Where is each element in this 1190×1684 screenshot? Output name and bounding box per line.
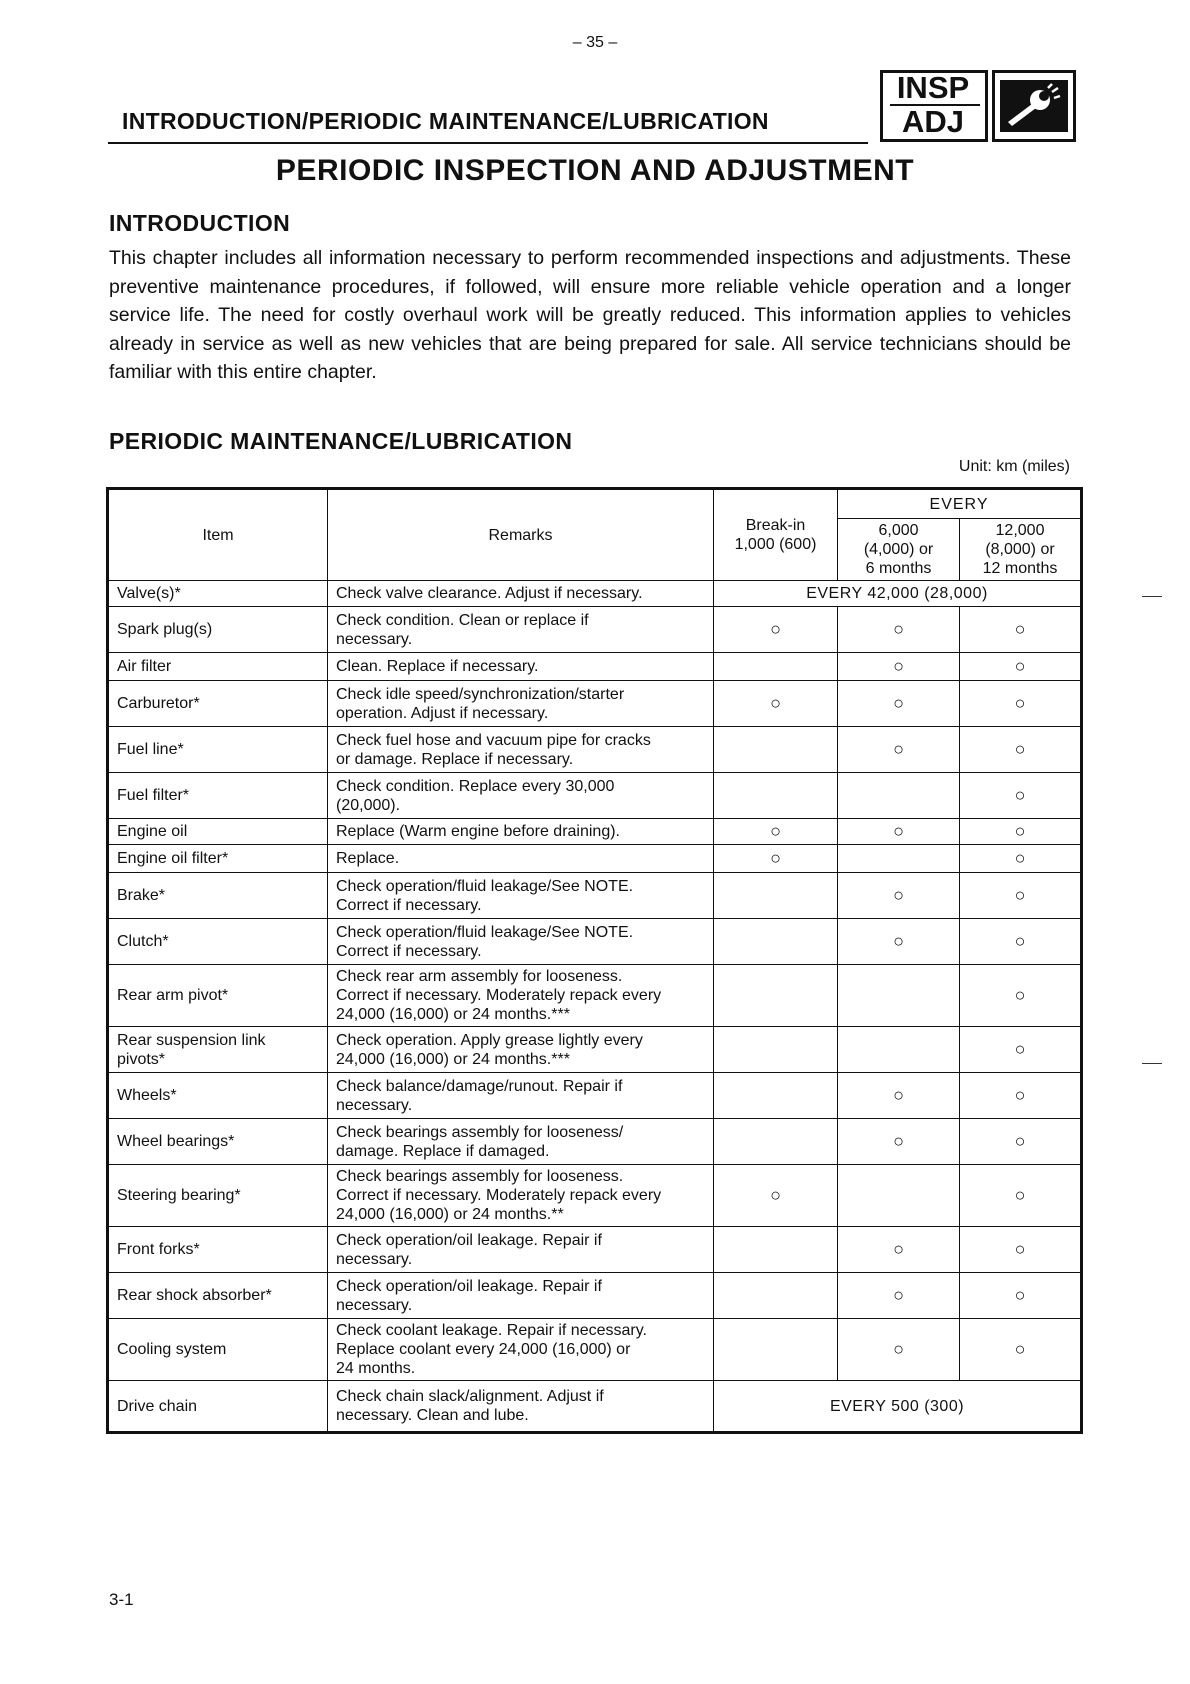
unit-note: Unit: km (miles) xyxy=(958,458,1070,475)
table-row xyxy=(108,581,1082,607)
interval-6000-cell: ○ xyxy=(838,1319,960,1381)
item-cell: Fuel filter* xyxy=(108,773,328,819)
wrench-icon xyxy=(998,78,1070,134)
item-cell: Rear shock absorber* xyxy=(108,1273,328,1319)
breakin-cell xyxy=(714,1319,838,1381)
interval-12000-cell: ○ xyxy=(960,607,1082,653)
interval-12000-cell: ○ xyxy=(960,773,1082,819)
interval-12000-cell: ○ xyxy=(960,1073,1082,1119)
breakin-cell: ○ xyxy=(714,1165,838,1227)
remarks-cell: Check chain slack/alignment. Adjust if necessary. Clean and lube. xyxy=(328,1381,714,1433)
maintenance-table xyxy=(106,487,1083,1434)
table-row xyxy=(108,1165,1082,1227)
item-cell: Clutch* xyxy=(108,919,328,965)
remarks-cell: Check operation/fluid leakage/See NOTE. Correct if necessary. xyxy=(328,873,714,919)
intro-heading: INTRODUCTION xyxy=(109,210,291,236)
header-interval-12000: 12,000 (8,000) or 12 months xyxy=(960,519,1082,581)
interval-6000-cell xyxy=(838,1165,960,1227)
interval-6000-cell: ○ xyxy=(838,653,960,681)
item-cell: Air filter xyxy=(108,653,328,681)
table-row xyxy=(108,1319,1082,1381)
table-row xyxy=(108,607,1082,653)
interval-6000-cell: ○ xyxy=(838,1073,960,1119)
remarks-cell: Check operation/fluid leakage/See NOTE. Correct if necessary. xyxy=(328,919,714,965)
item-cell: Spark plug(s) xyxy=(108,607,328,653)
item-cell: Rear suspension link pivots* xyxy=(108,1027,328,1073)
breakin-cell xyxy=(714,919,838,965)
interval-12000-cell: ○ xyxy=(960,1165,1082,1227)
breakin-cell xyxy=(714,653,838,681)
interval-6000-cell xyxy=(838,773,960,819)
table-row xyxy=(108,653,1082,681)
insp-badge-label: INSP xyxy=(896,70,970,105)
header-every: EVERY xyxy=(838,489,1082,519)
interval-12000-cell: ○ xyxy=(960,1273,1082,1319)
interval-span-cell: EVERY 42,000 (28,000) xyxy=(714,581,1082,607)
remarks-cell: Check operation. Apply grease lightly every 24,000 (16,000) or 24 months.*** xyxy=(328,1027,714,1073)
interval-6000-cell: ○ xyxy=(838,919,960,965)
interval-6000-cell: ○ xyxy=(838,1227,960,1273)
remarks-cell: Replace. xyxy=(328,845,714,873)
table-row xyxy=(108,819,1082,845)
interval-12000-cell: ○ xyxy=(960,727,1082,773)
table-row xyxy=(108,965,1082,1027)
remarks-cell: Check bearings assembly for looseness. Correct if necessary. Moderately repack every 24,000 (16,000) or 24 months.** xyxy=(328,1165,714,1227)
interval-12000-cell: ○ xyxy=(960,819,1082,845)
breakin-cell xyxy=(714,1027,838,1073)
interval-6000-cell: ○ xyxy=(838,1273,960,1319)
intro-paragraph: This chapter includes all information necessary to perform recommended inspections and adjustments. These preventive maintenance procedures, if followed, will ensure more reliable vehicle operation and a longer service life. The need for costly overhaul work will be greatly reduced. This information applies to vehicles already in service as well as new vehicles that are being prepared for sale. All service technicians should be familiar with this entire chapter. xyxy=(109,247,1071,384)
breakin-cell xyxy=(714,965,838,1027)
item-cell: Valve(s)* xyxy=(108,581,328,607)
header-remarks: Remarks xyxy=(328,489,714,581)
adj-badge-label: ADJ xyxy=(901,104,964,139)
table-row xyxy=(108,727,1082,773)
breakin-cell xyxy=(714,873,838,919)
interval-6000-cell: ○ xyxy=(838,681,960,727)
table-row xyxy=(108,1027,1082,1073)
item-cell: Engine oil filter* xyxy=(108,845,328,873)
remarks-cell: Check balance/damage/runout. Repair if necessary. xyxy=(328,1073,714,1119)
item-cell: Wheels* xyxy=(108,1073,328,1119)
remarks-cell: Check idle speed/synchronization/starter operation. Adjust if necessary. xyxy=(328,681,714,727)
breakin-cell xyxy=(714,1073,838,1119)
remarks-cell: Replace (Warm engine before draining). xyxy=(328,819,714,845)
breakin-cell xyxy=(714,1273,838,1319)
remarks-cell: Check bearings assembly for looseness/ damage. Replace if damaged. xyxy=(328,1119,714,1165)
interval-6000-cell: ○ xyxy=(838,873,960,919)
breakin-cell xyxy=(714,1227,838,1273)
header-interval-6000: 6,000 (4,000) or 6 months xyxy=(838,519,960,581)
interval-12000-cell: ○ xyxy=(960,1227,1082,1273)
breakin-cell xyxy=(714,727,838,773)
table-row xyxy=(108,1227,1082,1273)
header-rule xyxy=(108,142,868,144)
header-item: Item xyxy=(108,489,328,581)
interval-12000-cell: ○ xyxy=(960,1027,1082,1073)
item-cell: Brake* xyxy=(108,873,328,919)
remarks-cell: Check rear arm assembly for looseness. Correct if necessary. Moderately repack every 24,000 (16,000) or 24 months.*** xyxy=(328,965,714,1027)
page-number: – 35 – xyxy=(572,34,618,51)
breakin-cell: ○ xyxy=(714,819,838,845)
remarks-cell: Check valve clearance. Adjust if necessary. xyxy=(328,581,714,607)
breakin-cell: ○ xyxy=(714,681,838,727)
table-row xyxy=(108,919,1082,965)
section-header: INTRODUCTION/PERIODIC MAINTENANCE/LUBRICATION xyxy=(122,108,769,134)
remarks-cell: Clean. Replace if necessary. xyxy=(328,653,714,681)
interval-12000-cell: ○ xyxy=(960,1319,1082,1381)
remarks-cell: Check coolant leakage. Repair if necessary. Replace coolant every 24,000 (16,000) or 24 months. xyxy=(328,1319,714,1381)
table-row xyxy=(108,1381,1082,1433)
table-row xyxy=(108,1073,1082,1119)
interval-6000-cell xyxy=(838,1027,960,1073)
remarks-cell: Check fuel hose and vacuum pipe for cracks or damage. Replace if necessary. xyxy=(328,727,714,773)
interval-span-cell: EVERY 500 (300) xyxy=(714,1381,1082,1433)
interval-6000-cell: ○ xyxy=(838,819,960,845)
item-cell: Rear arm pivot* xyxy=(108,965,328,1027)
remarks-cell: Check operation/oil leakage. Repair if necessary. xyxy=(328,1227,714,1273)
header-breakin: Break-in 1,000 (600) xyxy=(714,489,838,581)
interval-12000-cell: ○ xyxy=(960,681,1082,727)
interval-6000-cell: ○ xyxy=(838,1119,960,1165)
table-row xyxy=(108,773,1082,819)
document-reference: 3-1 xyxy=(109,1590,134,1609)
interval-6000-cell xyxy=(838,965,960,1027)
maintenance-heading: PERIODIC MAINTENANCE/LUBRICATION xyxy=(109,428,573,454)
table-row xyxy=(108,681,1082,727)
item-cell: Fuel line* xyxy=(108,727,328,773)
item-cell: Carburetor* xyxy=(108,681,328,727)
item-cell: Drive chain xyxy=(108,1381,328,1433)
item-cell: Wheel bearings* xyxy=(108,1119,328,1165)
interval-12000-cell: ○ xyxy=(960,873,1082,919)
margin-tick xyxy=(1142,596,1162,597)
table-body xyxy=(108,581,1082,1433)
interval-12000-cell: ○ xyxy=(960,653,1082,681)
breakin-cell: ○ xyxy=(714,845,838,873)
page-title: PERIODIC INSPECTION AND ADJUSTMENT xyxy=(275,154,915,187)
interval-12000-cell: ○ xyxy=(960,919,1082,965)
tool-badge xyxy=(992,70,1076,142)
item-cell: Engine oil xyxy=(108,819,328,845)
remarks-cell: Check operation/oil leakage. Repair if necessary. xyxy=(328,1273,714,1319)
interval-12000-cell: ○ xyxy=(960,845,1082,873)
margin-tick xyxy=(1142,1063,1162,1064)
table-row xyxy=(108,873,1082,919)
interval-12000-cell: ○ xyxy=(960,1119,1082,1165)
breakin-cell xyxy=(714,1119,838,1165)
breakin-cell xyxy=(714,773,838,819)
breakin-cell: ○ xyxy=(714,607,838,653)
remarks-cell: Check condition. Clean or replace if necessary. xyxy=(328,607,714,653)
item-cell: Front forks* xyxy=(108,1227,328,1273)
interval-6000-cell: ○ xyxy=(838,727,960,773)
interval-6000-cell: ○ xyxy=(838,607,960,653)
table-row xyxy=(108,1273,1082,1319)
table-row xyxy=(108,1119,1082,1165)
interval-12000-cell: ○ xyxy=(960,965,1082,1027)
table-row xyxy=(108,845,1082,873)
remarks-cell: Check condition. Replace every 30,000 (20,000). xyxy=(328,773,714,819)
interval-6000-cell xyxy=(838,845,960,873)
item-cell: Cooling system xyxy=(108,1319,328,1381)
item-cell: Steering bearing* xyxy=(108,1165,328,1227)
